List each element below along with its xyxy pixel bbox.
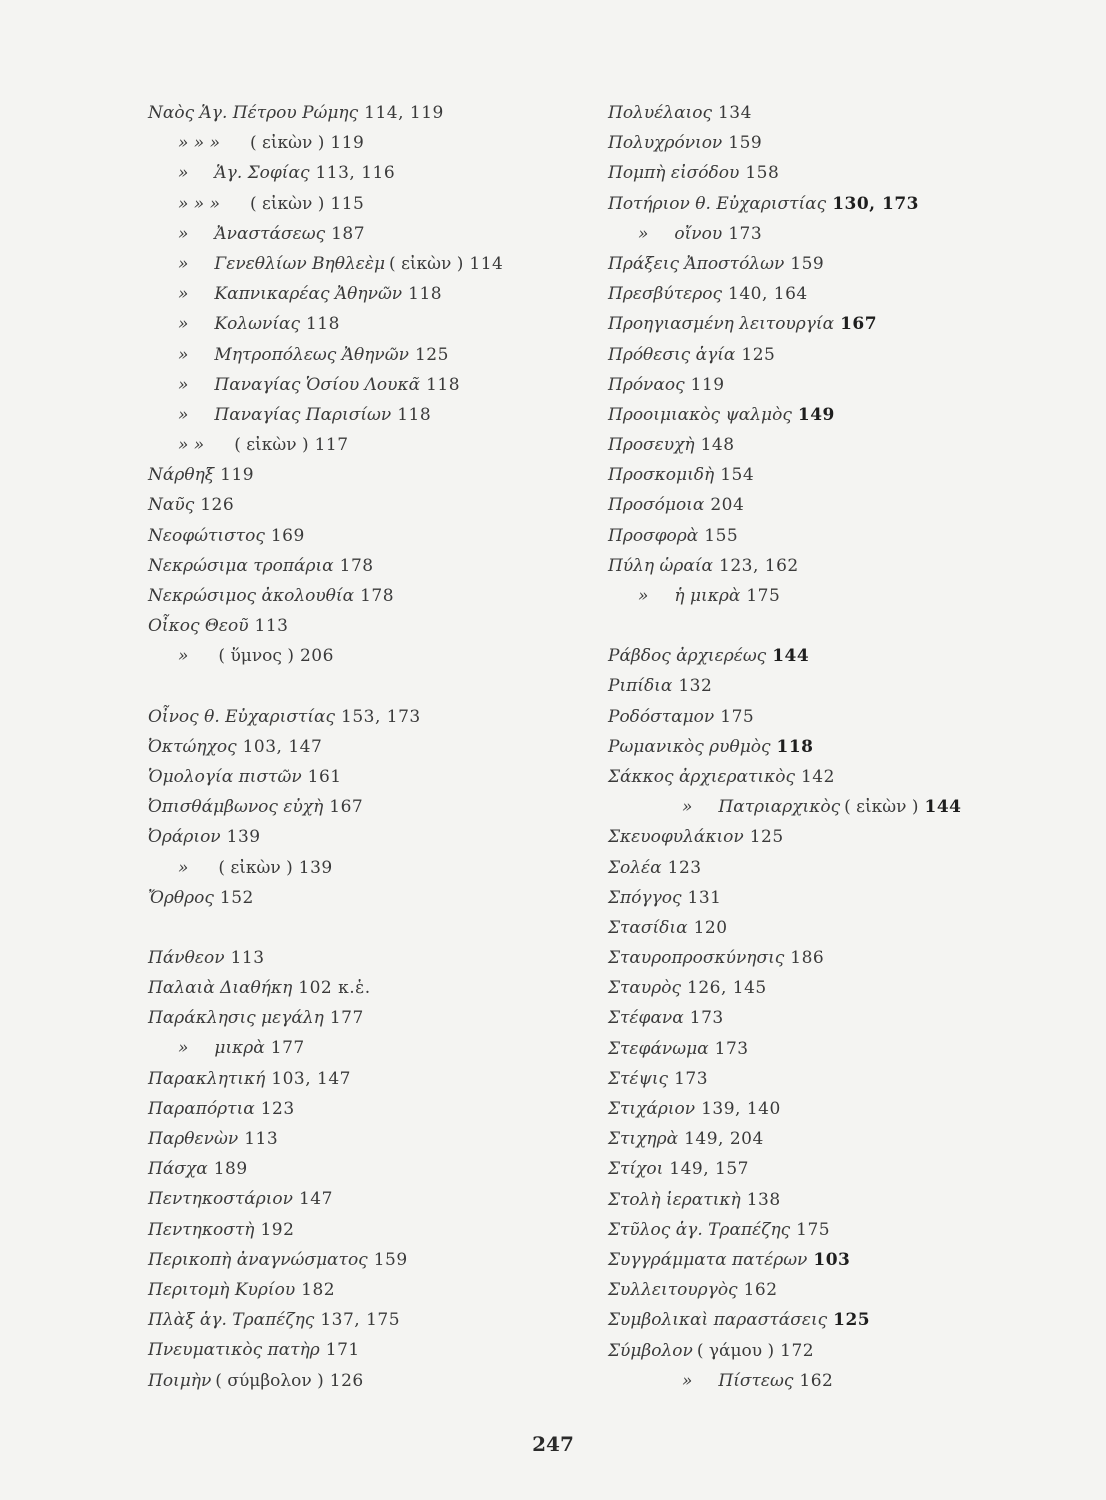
ditto-mark: »: [178, 314, 189, 335]
index-note: ( εἰκὼν ): [250, 193, 325, 214]
index-term: Παραπόρτια: [148, 1098, 255, 1119]
index-entry: [148, 1094, 568, 1124]
index-term: Ράβδος ἀρχιερέως: [608, 646, 767, 667]
index-entry: [608, 943, 1048, 973]
index-entry: [148, 551, 568, 581]
index-term: Στίχοι: [608, 1159, 664, 1180]
index-term: Στέφανα: [608, 1008, 684, 1029]
index-term: Σπόγγος: [608, 887, 682, 908]
page-references: 137, 175: [320, 1310, 401, 1331]
index-term: Σάκκος ἀρχιερατικὸς: [608, 766, 795, 787]
page-references: 119: [330, 133, 365, 154]
page-references: 103, 147: [242, 736, 323, 757]
index-term: Παναγίας Ὁσίου Λουκᾶ: [214, 374, 421, 395]
page-references: 139: [298, 857, 333, 878]
page-references: 159: [790, 253, 825, 274]
index-term: Ὀπισθάμβωνος εὐχὴ: [148, 797, 324, 818]
page-references: 142: [800, 766, 835, 787]
index-term: Παλαιὰ Διαθήκη: [148, 978, 293, 999]
index-term: Πάνθεον: [148, 947, 225, 968]
index-entry: [608, 1336, 1048, 1366]
index-entry: [608, 1305, 1048, 1335]
page-references: 172: [780, 1340, 815, 1361]
ditto-mark: »: [178, 253, 189, 274]
index-entry: [148, 460, 568, 490]
index-entry: [608, 430, 1048, 460]
index-term: Στιχηρὰ: [608, 1129, 679, 1150]
page-references: 118: [776, 736, 814, 757]
index-term: Στασίδια: [608, 917, 688, 938]
index-entry: [608, 702, 1048, 732]
page-references: 103, 147: [271, 1068, 351, 1089]
page-number: 247: [532, 1432, 574, 1456]
index-entry: [608, 1215, 1048, 1245]
index-term: Ριπίδια: [608, 676, 673, 697]
index-term: Προσφορὰ: [608, 525, 699, 546]
index-term: Οἶκος Θεοῦ: [148, 616, 249, 637]
index-term: Συμβολικαὶ παραστάσεις: [608, 1310, 828, 1331]
page-references: 102 κ.ἑ.: [298, 978, 371, 999]
index-entry: [608, 370, 1048, 400]
page-references: 139: [226, 827, 261, 848]
index-entry: [608, 279, 1048, 309]
index-entry: [148, 309, 568, 339]
page-references: 177: [329, 1008, 364, 1029]
index-entry: [148, 641, 568, 671]
index-note: ( εἰκὼν ): [389, 253, 464, 274]
page-references: 125: [833, 1310, 871, 1331]
page-references: 162: [743, 1280, 778, 1301]
index-term: Παρακλητική: [148, 1068, 266, 1089]
index-entry: [608, 400, 1048, 430]
index-entry: [148, 581, 568, 611]
index-entry: [608, 340, 1048, 370]
index-entry: [148, 1154, 568, 1184]
page-references: 173: [674, 1068, 709, 1089]
page-references: 118: [397, 404, 432, 425]
page-references: 138: [746, 1189, 781, 1210]
ditto-mark: »: [682, 797, 693, 818]
index-entry: [608, 128, 1048, 158]
index-term: Νάρθηξ: [148, 465, 215, 486]
page-references: 118: [305, 314, 340, 335]
index-note: ( εἰκὼν ): [250, 133, 325, 154]
index-entry: [148, 279, 568, 309]
index-note: ( εἰκὼν ): [234, 435, 309, 456]
index-entry: [608, 883, 1048, 913]
index-entry: [608, 249, 1048, 279]
page-references: 126, 145: [687, 978, 767, 999]
index-entry: [148, 430, 568, 460]
page-references: 148: [700, 435, 735, 456]
index-term: Πρόναος: [608, 374, 685, 395]
index-term: Πνευματικὸς πατὴρ: [148, 1340, 320, 1361]
ditto-mark: »: [178, 344, 189, 365]
index-term: Μητροπόλεως Ἀθηνῶν: [214, 344, 409, 365]
ditto-mark: »: [178, 404, 189, 425]
index-term: Ροδόσταμον: [608, 706, 715, 727]
index-term: Σύμβολον: [608, 1340, 693, 1361]
index-term: Προσόμοια: [608, 495, 705, 516]
index-entry: [608, 521, 1048, 551]
ditto-mark: »: [638, 586, 649, 606]
index-term: Ναὸς Ἁγ. Πέτρου Ρώμης: [148, 103, 359, 123]
page-references: 192: [260, 1219, 295, 1240]
index-entry: [608, 1003, 1048, 1033]
index-entry: [148, 98, 568, 128]
page-references: 125: [741, 344, 776, 365]
page-references: 119: [220, 465, 255, 486]
index-entry: [608, 551, 1048, 581]
index-term: Νεοφώτιστος: [148, 525, 265, 546]
index-entry: [608, 1275, 1048, 1305]
page-references: 123: [667, 857, 702, 878]
index-term: Σταυρὸς: [608, 978, 681, 999]
page-references: 120: [693, 917, 728, 938]
index-term: Προσκομιδὴ: [608, 465, 715, 486]
page-references: 113: [230, 947, 265, 968]
index-term: Πίστεως: [718, 1370, 794, 1391]
index-term: Κολωνίας: [214, 314, 300, 335]
ditto-mark: » » »: [178, 133, 221, 154]
index-entry: [608, 671, 1048, 701]
index-term: Πατριαρχικὸς: [718, 797, 841, 818]
index-term: Προσευχὴ: [608, 435, 695, 456]
page-references: 182: [301, 1279, 336, 1300]
index-term: Πολυέλαιος: [608, 103, 712, 123]
ditto-mark: »: [178, 223, 189, 244]
index-term: Ὁμολογία πιστῶν: [148, 766, 302, 787]
index-term: Στῦλος ἁγ. Τραπέζης: [608, 1219, 791, 1240]
index-entry: [608, 189, 1048, 219]
page-references: 153, 173: [341, 706, 421, 727]
index-entry: [608, 581, 1048, 611]
page-references: 187: [331, 223, 366, 244]
page-references: 140, 164: [728, 284, 808, 305]
ditto-mark: »: [638, 223, 649, 244]
index-term: μικρὰ: [214, 1038, 265, 1059]
page-references: 161: [307, 766, 342, 787]
index-entry: [148, 521, 568, 551]
index-entry: [608, 1064, 1048, 1094]
right-index-column: [608, 98, 1048, 1396]
index-term: Πρόθεσις ἁγία: [608, 344, 736, 365]
index-entry: [608, 913, 1048, 943]
index-entry: [608, 219, 1048, 249]
index-entry: [148, 822, 568, 852]
ditto-mark: »: [682, 1370, 693, 1391]
index-entry: [148, 219, 568, 249]
page-references: 126: [329, 1370, 364, 1391]
page-references: 167: [329, 797, 364, 818]
index-entry: [608, 98, 1048, 128]
page-references: 175: [746, 586, 781, 606]
page-references: 113: [244, 1129, 279, 1149]
page-references: 130, 173: [832, 193, 919, 214]
page-references: 171: [325, 1340, 360, 1361]
index-term: Ρωμανικὸς ρυθμὸς: [608, 736, 771, 757]
index-entry: [148, 762, 568, 792]
index-entry: [148, 943, 568, 973]
index-entry: [148, 249, 568, 279]
index-term: Νεκρώσιμος ἀκολουθία: [148, 586, 355, 606]
index-term: Περιτομὴ Κυρίου: [148, 1279, 296, 1300]
page-references: 113, 116: [315, 163, 396, 184]
index-entry: [148, 1033, 568, 1063]
index-term: Καπνικαρέας Ἀθηνῶν: [214, 284, 403, 305]
page-references: 113: [254, 616, 289, 637]
index-term: Συλλειτουργὸς: [608, 1280, 738, 1301]
index-term: Ναῦς: [148, 495, 195, 516]
index-entry: [148, 1064, 568, 1094]
index-entry: [608, 460, 1048, 490]
page-references: 147: [298, 1189, 333, 1210]
page-references: 206: [299, 646, 334, 667]
index-term: Παράκλησις μεγάλη: [148, 1008, 324, 1029]
page-references: 149, 204: [684, 1129, 764, 1150]
index-term: Ἁγ. Σοφίας: [214, 163, 310, 184]
page-references: 114, 119: [364, 103, 444, 123]
index-entry: [148, 1366, 568, 1396]
index-entry: [608, 762, 1048, 792]
page-references: 132: [678, 676, 713, 697]
index-entry: [608, 853, 1048, 883]
page-references: 103: [813, 1249, 851, 1270]
index-term: Ὄρθρος: [148, 887, 214, 908]
index-entry: [608, 973, 1048, 1003]
page-references: 118: [408, 284, 443, 305]
page-references: 159: [728, 133, 763, 154]
page-references: 159: [373, 1249, 408, 1270]
page-references: 139, 140: [701, 1099, 781, 1119]
index-term: Γενεθλίων Βηθλεὲμ: [214, 253, 386, 274]
index-entry: [608, 1154, 1048, 1184]
index-note: ( εἰκὼν ): [844, 797, 919, 818]
index-entry: [148, 792, 568, 822]
page-references: 123: [260, 1098, 295, 1119]
page-references: 173: [714, 1038, 749, 1059]
index-term: Προηγιασμένη λειτουργία: [608, 314, 835, 335]
index-entry: [148, 1275, 568, 1305]
index-note: ( ὕμνος ): [218, 646, 294, 667]
index-entry: [608, 1034, 1048, 1064]
index-term: Ὀκτώηχος: [148, 736, 237, 757]
ditto-mark: »: [178, 163, 189, 184]
page-references: 126: [200, 495, 235, 516]
page-references: 178: [339, 555, 374, 576]
index-entry: [148, 1245, 568, 1275]
page-references: 125: [414, 344, 449, 365]
index-entry: [148, 340, 568, 370]
index-entry: [608, 792, 1048, 822]
page-references: 167: [840, 314, 878, 335]
index-term: Στέψις: [608, 1068, 669, 1089]
index-entry: [148, 702, 568, 732]
index-entry: [148, 189, 568, 219]
index-term: Πλὰξ ἁγ. Τραπέζης: [148, 1310, 315, 1331]
index-term: Παρθενὼν: [148, 1129, 239, 1149]
page-references: 117: [314, 435, 349, 456]
page-references: 144: [924, 797, 962, 818]
index-note: ( εἰκὼν ): [218, 857, 293, 878]
index-term: Ἀναστάσεως: [214, 223, 326, 244]
page-references: 175: [720, 706, 755, 727]
index-entry: [148, 158, 568, 188]
page-references: 204: [710, 495, 745, 516]
page-references: 173: [689, 1008, 724, 1029]
page-references: 189: [213, 1159, 248, 1180]
index-term: Πράξεις Ἀποστόλων: [608, 253, 785, 274]
index-term: Στολὴ ἱερατικὴ: [608, 1189, 741, 1210]
index-term: Πολυχρόνιον: [608, 133, 723, 154]
index-term: Σολέα: [608, 857, 662, 878]
ditto-mark: »: [178, 646, 189, 667]
left-index-column: [148, 98, 568, 1396]
page-references: 144: [772, 646, 810, 667]
ditto-mark: » »: [178, 435, 205, 456]
page-references: 118: [426, 374, 461, 395]
index-term: Στεφάνωμα: [608, 1038, 709, 1059]
ditto-mark: »: [178, 857, 189, 878]
index-entry: [148, 400, 568, 430]
index-entry: [608, 641, 1048, 671]
ditto-mark: »: [178, 374, 189, 395]
ditto-mark: » » »: [178, 193, 221, 214]
index-term: Ποτήριον θ. Εὐχαριστίας: [608, 193, 827, 214]
page-references: 119: [690, 374, 725, 395]
index-entry: [608, 490, 1048, 520]
page-references: 134: [717, 103, 752, 123]
page-references: 173: [728, 223, 763, 244]
page-references: 154: [720, 465, 755, 486]
index-term: Σκευοφυλάκιον: [608, 827, 744, 848]
page-references: 186: [790, 948, 825, 969]
index-term: ἡ μικρὰ: [674, 586, 741, 606]
index-term: Παναγίας Παρισίων: [214, 404, 392, 425]
index-entry: [608, 1366, 1048, 1396]
index-term: Προοιμιακὸς ψαλμὸς: [608, 404, 792, 425]
index-term: οἴνου: [674, 223, 723, 244]
index-term: Συγγράμματα πατέρων: [608, 1249, 808, 1270]
page-references: 175: [796, 1219, 831, 1240]
index-entry: [148, 1124, 568, 1154]
index-note: ( σύμβολον ): [215, 1370, 324, 1391]
index-entry: [148, 732, 568, 762]
ditto-mark: »: [178, 1038, 189, 1059]
page-references: 155: [704, 525, 739, 546]
index-entry: [608, 309, 1048, 339]
index-entry: [608, 1124, 1048, 1154]
page-references: 178: [360, 586, 395, 606]
index-entry: [148, 1003, 568, 1033]
index-term: Ποιμὴν: [148, 1370, 212, 1391]
index-term: Σταυροπροσκύνησις: [608, 948, 785, 969]
index-entry: [148, 883, 568, 913]
index-term: Πομπὴ εἰσόδου: [608, 163, 740, 184]
index-term: Πεντηκοστὴ: [148, 1219, 255, 1240]
index-entry: [148, 370, 568, 400]
index-term: Πάσχα: [148, 1159, 208, 1180]
index-entry: [608, 1245, 1048, 1275]
index-term: Οἶνος θ. Εὐχαριστίας: [148, 706, 335, 727]
page-references: 152: [219, 887, 254, 908]
index-entry: [148, 1215, 568, 1245]
page-references: 169: [270, 525, 305, 546]
index-entry: [148, 128, 568, 158]
index-entry: [148, 1184, 568, 1214]
index-term: Πύλη ὡραία: [608, 555, 714, 576]
ditto-mark: »: [178, 284, 189, 305]
index-entry: [608, 1185, 1048, 1215]
index-entry: [148, 973, 568, 1003]
page-references: 114: [469, 253, 504, 274]
index-term: Πεντηκοστάριον: [148, 1189, 293, 1210]
index-entry: [148, 1335, 568, 1365]
page-references: 131: [687, 887, 722, 908]
index-entry: [148, 490, 568, 520]
index-term: Στιχάριον: [608, 1099, 696, 1119]
page-references: 149: [797, 404, 835, 425]
index-term: Περικοπὴ ἀναγνώσματος: [148, 1249, 368, 1270]
index-term: Πρεσβύτερος: [608, 284, 722, 305]
index-entry: [608, 1094, 1048, 1124]
index-entry: [608, 158, 1048, 188]
index-term: Νεκρώσιμα τροπάρια: [148, 555, 334, 576]
page-references: 177: [270, 1038, 305, 1059]
index-entry: [148, 853, 568, 883]
index-entry: [148, 1305, 568, 1335]
index-note: ( γάμου ): [696, 1340, 775, 1361]
index-term: Ὀράριον: [148, 827, 221, 848]
page-references: 123, 162: [719, 555, 799, 576]
page-references: 115: [330, 193, 365, 214]
page-references: 162: [799, 1370, 834, 1391]
page-references: 125: [749, 827, 784, 848]
index-entry: [608, 822, 1048, 852]
index-entry: [148, 611, 568, 641]
index-entry: [608, 732, 1048, 762]
page-references: 149, 157: [669, 1159, 749, 1180]
page-references: 158: [745, 163, 780, 184]
